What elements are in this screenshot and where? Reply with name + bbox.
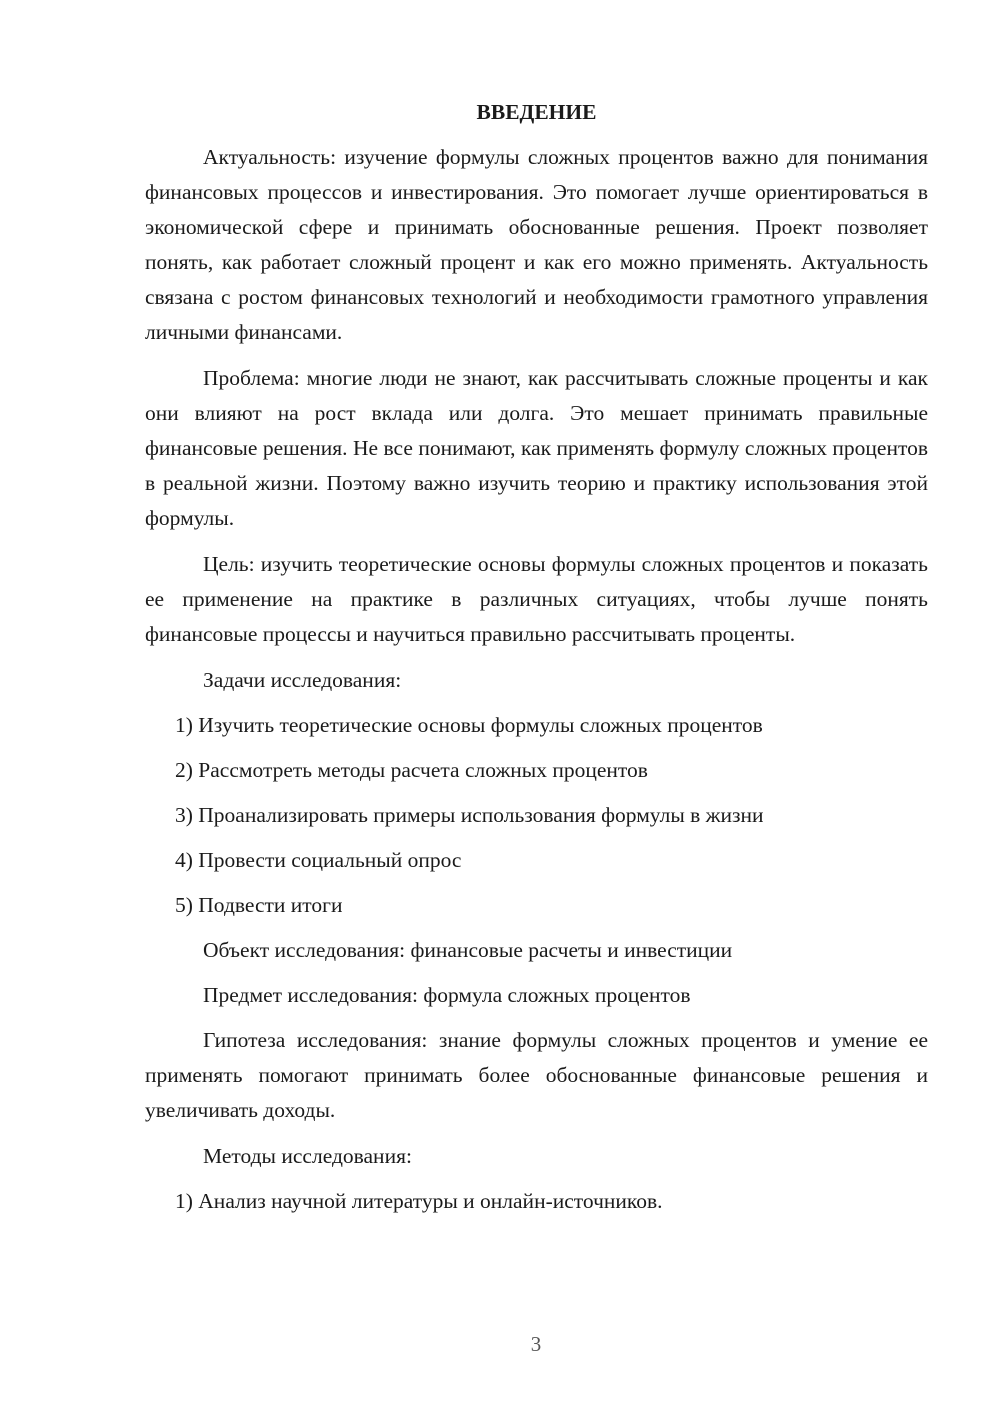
subject-line: Предмет исследования: формула сложных процентов bbox=[203, 983, 691, 1007]
page-title: ВВЕДЕНИЕ bbox=[476, 100, 597, 124]
problem-paragraph: Проблема: многие люди не знают, как рассчитывать сложные проценты и как они влияют на рост вклада или долга. Это мешает принимать правильные финансовые решения. Не все понимают, как применять формулу сложных процентов в реальной жизни. Поэтому важно изучить теорию и практику использования этой формулы. bbox=[145, 366, 928, 530]
task-item-5: 5) Подвести итоги bbox=[175, 893, 343, 917]
page-number: 3 bbox=[530, 1332, 542, 1356]
method-item-1: 1) Анализ научной литературы и онлайн-источников. bbox=[175, 1189, 663, 1213]
task-item-2: 2) Рассмотреть методы расчета сложных процентов bbox=[175, 758, 648, 782]
goal-paragraph: Цель: изучить теоретические основы формулы сложных процентов и показать ее применение на практике в различных ситуациях, чтобы лучше понять финансовые процессы и научиться правильно рассчитывать проценты. bbox=[145, 552, 928, 646]
hypothesis-paragraph: Гипотеза исследования: знание формулы сложных процентов и умение ее применять помогают принимать более обоснованные финансовые решения и увеличивать доходы. bbox=[145, 1028, 928, 1122]
methods-heading: Методы исследования: bbox=[203, 1144, 412, 1168]
task-item-4: 4) Провести социальный опрос bbox=[175, 848, 462, 872]
tasks-heading: Задачи исследования: bbox=[203, 668, 402, 692]
task-item-3: 3) Проанализировать примеры использования формулы в жизни bbox=[175, 803, 764, 827]
object-line: Объект исследования: финансовые расчеты и инвестиции bbox=[203, 938, 733, 962]
task-item-1: 1) Изучить теоретические основы формулы сложных процентов bbox=[175, 713, 763, 737]
document-page bbox=[145, 95, 928, 1229]
relevance-paragraph: Актуальность: изучение формулы сложных процентов важно для понимания финансовых процессов и инвестирования. Это помогает лучше ориентироваться в экономической сфере и принимать обоснованные решения. Проект позволяет понять, как работает сложный процент и как его можно применять. Актуальность связана с ростом финансовых технологий и необходимости грамотного управления личными финансами. bbox=[145, 145, 928, 344]
